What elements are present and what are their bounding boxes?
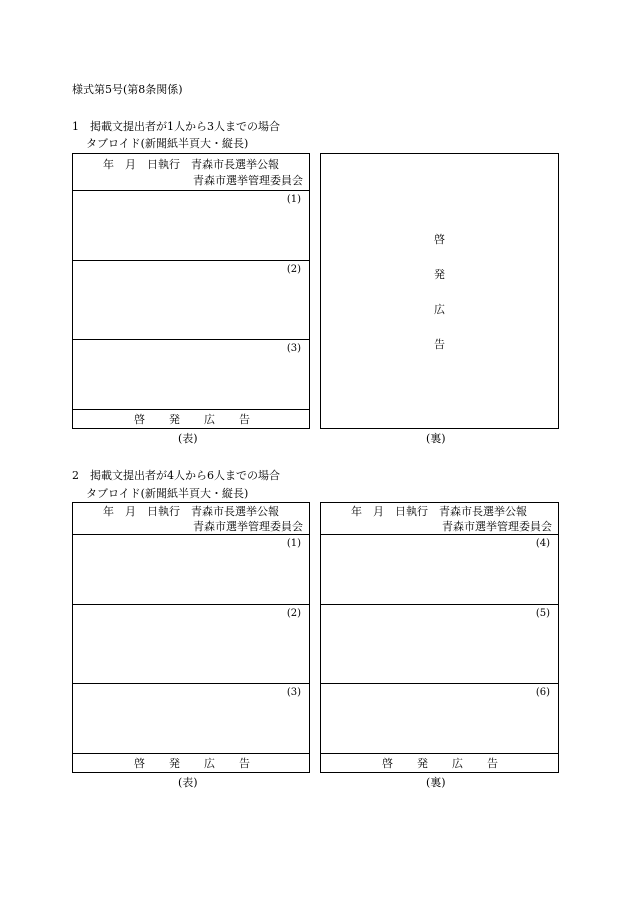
section2-subheading: タブロイド(新聞紙半頁大・縦長) [86, 487, 249, 500]
divider [321, 683, 558, 684]
footer-char: 広 [204, 757, 215, 770]
slot-number-5: (5) [535, 608, 550, 619]
back-header-line2: 青森市選挙管理委員会 [442, 520, 552, 533]
divider [73, 604, 309, 605]
divider [73, 409, 309, 410]
divider [73, 534, 309, 535]
vertical-char: 発 [434, 268, 445, 281]
front-header-line2: 青森市選挙管理委員会 [193, 520, 303, 533]
vertical-char: 啓 [434, 233, 445, 246]
footer-char: 告 [239, 757, 250, 770]
footer-char: 発 [417, 757, 428, 770]
vertical-char: 広 [434, 303, 445, 316]
slot-number-1: (1) [286, 538, 301, 549]
back-header-line1: 年 月 日執行 青森市長選挙公報 [351, 505, 527, 518]
divider [321, 604, 558, 605]
divider [73, 339, 309, 340]
section1-back-label: (裏) [426, 432, 446, 445]
slot-number-2: (2) [286, 608, 301, 619]
divider [73, 190, 309, 191]
footer-char: 啓 [134, 413, 145, 426]
footer-char: 発 [169, 413, 180, 426]
footer-char: 発 [169, 757, 180, 770]
section2-front-panel [72, 502, 310, 773]
footer-char: 告 [487, 757, 498, 770]
divider [73, 260, 309, 261]
footer-char: 啓 [382, 757, 393, 770]
form-title: 様式第5号(第8条関係) [72, 83, 183, 96]
divider [321, 753, 558, 754]
footer-char: 広 [452, 757, 463, 770]
section1-heading: 1 掲載文提出者が1人から3人までの場合 [72, 120, 280, 133]
footer-char: 告 [239, 413, 250, 426]
slot-number-2: (2) [286, 264, 301, 275]
section1-back-panel [320, 153, 559, 429]
footer-char: 広 [204, 413, 215, 426]
front-header-line1: 年 月 日執行 青森市長選挙公報 [103, 505, 279, 518]
divider [73, 683, 309, 684]
section2-back-panel [320, 502, 559, 773]
section2-heading: 2 掲載文提出者が4人から6人までの場合 [72, 469, 280, 482]
front-header-line2: 青森市選挙管理委員会 [193, 174, 303, 187]
divider [321, 534, 558, 535]
vertical-char: 告 [434, 338, 445, 351]
slot-number-3: (3) [286, 343, 301, 354]
footer-char: 啓 [134, 757, 145, 770]
divider [73, 753, 309, 754]
section1-front-label: (表) [178, 432, 198, 445]
section1-subheading: タブロイド(新聞紙半頁大・縦長) [86, 137, 249, 150]
slot-number-4: (4) [535, 538, 550, 549]
slot-number-1: (1) [286, 194, 301, 205]
section2-back-label: (裏) [426, 776, 446, 789]
section1-front-panel [72, 153, 310, 429]
slot-number-3: (3) [286, 687, 301, 698]
front-header-line1: 年 月 日執行 青森市長選挙公報 [103, 158, 279, 171]
slot-number-6: (6) [535, 687, 550, 698]
section2-front-label: (表) [178, 776, 198, 789]
